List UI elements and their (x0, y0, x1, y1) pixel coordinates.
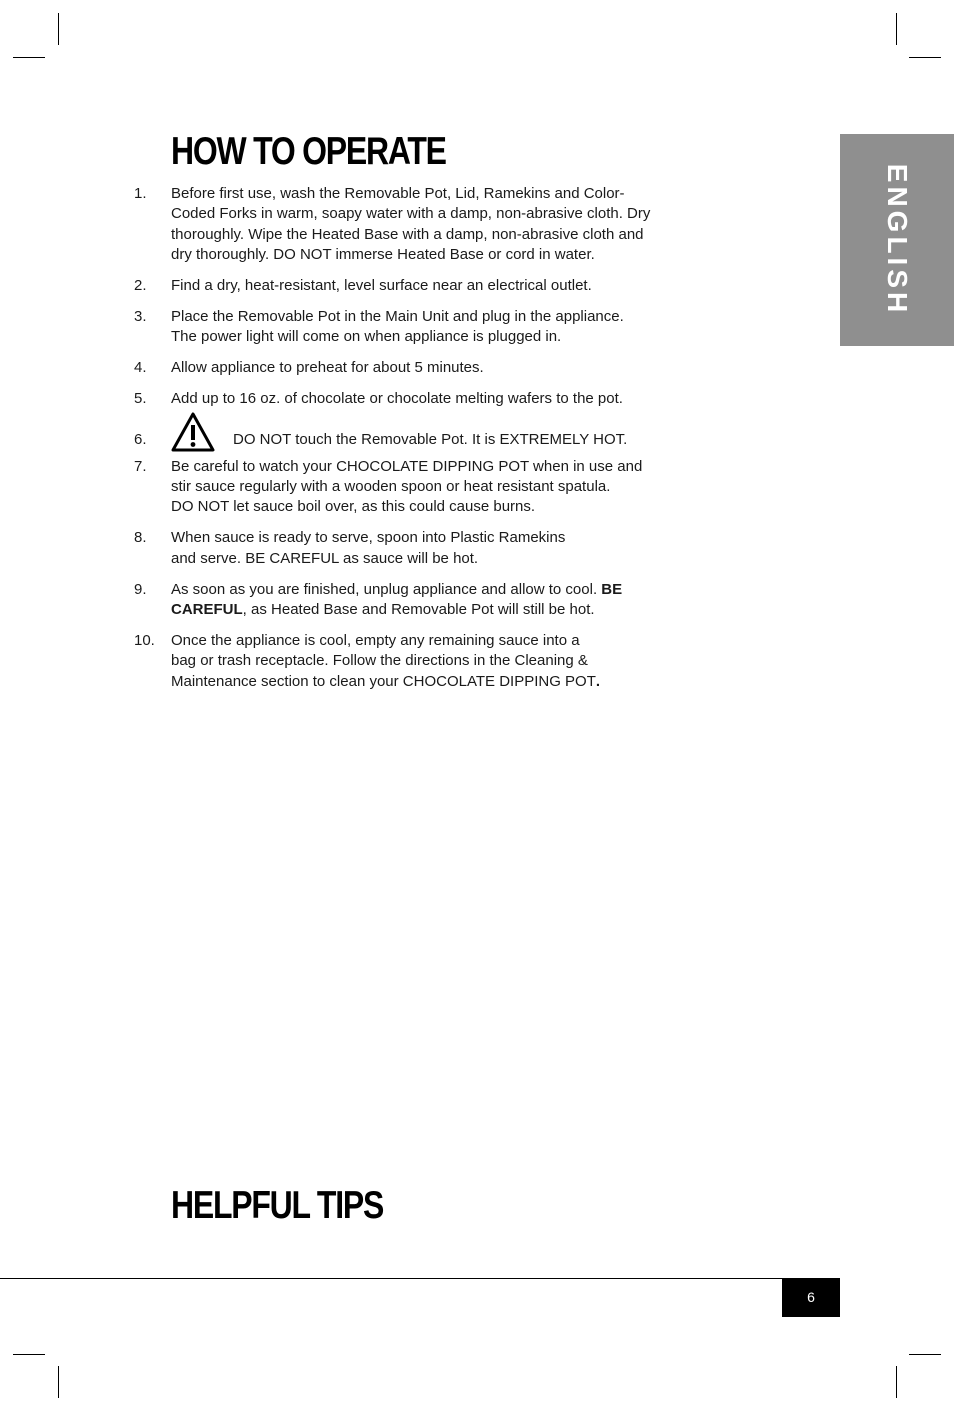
list-item (134, 457, 694, 518)
crop-mark (58, 1366, 59, 1398)
crop-mark (909, 1354, 941, 1355)
step-text: Place the Removable Pot in the Main Unit and plug in the appliance. The power light will come on when appliance is plugged in. (171, 308, 624, 346)
step-text: Add up to 16 oz. of chocolate or chocolate melting wafers to the pot. (171, 390, 623, 408)
operating-steps-list (134, 184, 694, 703)
crop-mark (896, 1366, 897, 1398)
step-number: 8. (134, 529, 147, 547)
list-item (134, 184, 694, 266)
list-item (134, 426, 694, 454)
step-text: Allow appliance to preheat for about 5 minutes. (171, 359, 484, 377)
step-number: 7. (134, 457, 147, 475)
step-number: 5. (134, 390, 147, 408)
list-item (134, 580, 694, 621)
crop-mark (13, 1354, 45, 1355)
step-number: 4. (134, 359, 147, 377)
step-text: When sauce is ready to serve, spoon into Plastic Ramekins and serve. BE CAREFUL as sauce will be hot. (171, 529, 566, 567)
list-item (134, 276, 694, 296)
step-text: Before first use, wash the Removable Pot, Lid, Ramekins and Color- Coded Forks in warm, soapy water with a damp, non-abrasive cloth. Dry thoroughly. Wipe the Heated Base with a damp, non-abrasive cloth and dry thoroughly. DO NOT immerse Heated Base or cord in water. (171, 185, 651, 264)
list-item (134, 389, 694, 409)
section-title-helpful-tips: HELPFUL TIPS (171, 1184, 384, 1227)
page-number: 6 (782, 1278, 840, 1317)
step-text: As soon as you are finished, unplug appliance and allow to cool. BE CAREFUL, as Heated Base and Removable Pot will still be hot. (171, 580, 623, 619)
step-text: Be careful to watch your CHOCOLATE DIPPING POT when in use and stir sauce regularly with a wooden spoon or heat resistant spatula. DO NOT let sauce boil over, as this could cause burns. (171, 457, 643, 516)
step-text: Once the appliance is cool, empty any remaining sauce into a bag or trash receptacle. Follow the directions in the Cleaning & Maintenance section to clean your CHOCOLATE DIPPING POT. (171, 632, 601, 690)
crop-mark (909, 57, 941, 58)
section-title-how-to-operate: HOW TO OPERATE (171, 130, 446, 173)
crop-mark (896, 13, 897, 45)
footer-rule (0, 1278, 840, 1279)
step-number: 2. (134, 277, 147, 295)
list-item (134, 528, 694, 569)
list-item (134, 307, 694, 348)
list-item (134, 358, 694, 378)
step-number: 6. (134, 430, 147, 448)
step-number: 10. (134, 632, 155, 649)
crop-mark (13, 57, 45, 58)
list-item (134, 631, 694, 692)
warning-triangle-icon (171, 412, 215, 452)
step-number: 1. (134, 185, 147, 202)
step-text: Find a dry, heat-resistant, level surface near an electrical outlet. (171, 277, 592, 295)
language-tab (840, 134, 954, 346)
step-text: DO NOT touch the Removable Pot. It is EXTREMELY HOT. (233, 430, 628, 448)
step-number: 9. (134, 580, 147, 598)
crop-mark (58, 13, 59, 45)
step-number: 3. (134, 308, 147, 326)
language-tab-label: ENGLISH (882, 163, 913, 317)
